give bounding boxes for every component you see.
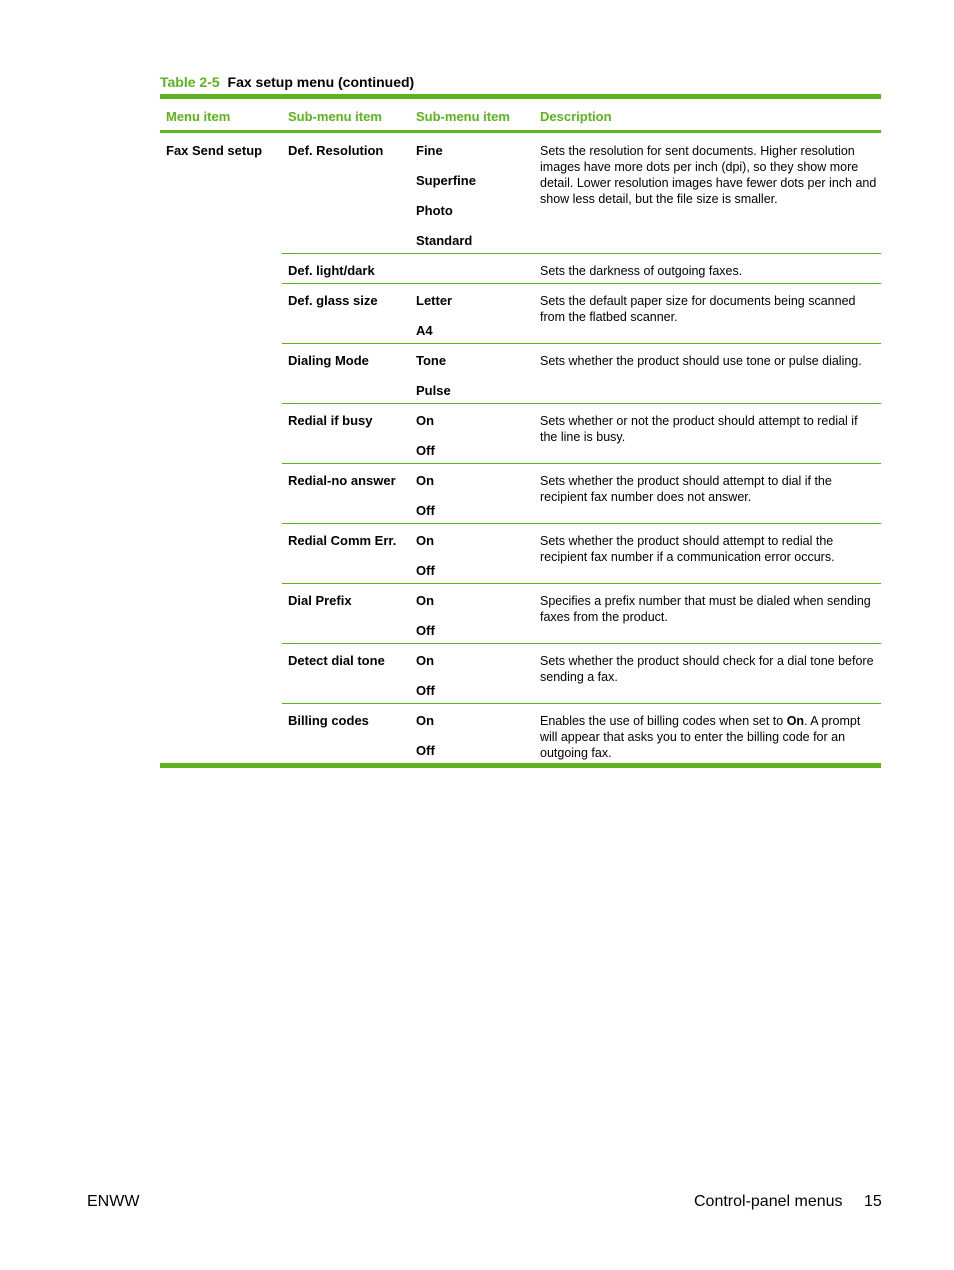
table-row — [160, 403, 881, 463]
options-cell — [416, 143, 476, 263]
table-body — [160, 133, 881, 763]
table-title: Fax setup menu (continued) — [227, 74, 415, 90]
fax-setup-table — [160, 94, 881, 768]
description-text: Enables the use of billing codes when set to — [540, 714, 787, 728]
sub-menu-item-cell: Redial if busy — [288, 413, 373, 428]
header-sub-menu-item-1: Sub-menu item — [288, 109, 382, 124]
sub-menu-item-cell: Redial-no answer — [288, 473, 396, 488]
option: On — [416, 533, 435, 548]
page-number: 15 — [864, 1193, 882, 1210]
footer-section: Control-panel menus — [694, 1193, 843, 1210]
table-row — [160, 583, 881, 643]
option: On — [416, 713, 435, 728]
description-cell: Sets whether the product should check for a dial tone before sending a fax. — [540, 654, 874, 684]
description-cell: Sets whether or not the product should attempt to redial if the line is busy. — [540, 414, 858, 444]
sub-menu-item-cell: Dialing Mode — [288, 353, 369, 368]
table-row — [160, 703, 881, 763]
option: On — [416, 473, 435, 488]
sub-menu-item-cell: Def. Resolution — [288, 143, 384, 158]
table-row — [160, 463, 881, 523]
sub-menu-item-cell: Billing codes — [288, 713, 369, 728]
option: Pulse — [416, 383, 451, 398]
description-cell: Sets the default paper size for documents being scanned from the flatbed scanner. — [540, 294, 856, 324]
description-cell: Sets whether the product should attempt to redial the recipient fax number if a communication error occurs. — [540, 534, 835, 564]
sub-menu-item-cell: Def. glass size — [288, 293, 378, 308]
table-header — [160, 99, 881, 133]
option: Photo — [416, 203, 453, 218]
option: Off — [416, 683, 435, 698]
sub-menu-item-cell: Redial Comm Err. — [288, 533, 397, 548]
option: On — [416, 593, 435, 608]
description-cell — [540, 713, 878, 761]
description-cell: Sets the resolution for sent documents. Higher resolution images have more dots per inch (dpi), so they show more detail. Lower resolution images have fewer dots per inch and show less detail, but the file size is smaller. — [540, 144, 877, 206]
option: On — [416, 653, 435, 668]
header-sub-menu-item-2: Sub-menu item — [416, 109, 510, 124]
footer-left: ENWW — [87, 1193, 140, 1210]
table-row — [160, 343, 881, 403]
header-menu-item: Menu item — [166, 109, 231, 124]
option: Letter — [416, 293, 453, 308]
option: Standard — [416, 233, 473, 248]
option: Tone — [416, 353, 447, 368]
description-text: . A prompt will appear that asks you to enter the billing code for an outgoing fax. — [540, 714, 861, 760]
description-cell: Sets whether the product should attempt to dial if the recipient fax number does not answer. — [540, 474, 832, 504]
description-cell: Sets the darkness of outgoing faxes. — [540, 264, 743, 278]
table-row — [160, 133, 881, 253]
table-row — [160, 643, 881, 703]
description-bold-on: On — [786, 714, 805, 728]
table-row — [160, 253, 881, 283]
table-caption — [160, 74, 414, 90]
header-description: Description — [540, 109, 612, 124]
option: Superfine — [416, 173, 476, 188]
option: Off — [416, 623, 435, 638]
table-number: Table 2-5 — [160, 74, 220, 90]
option: Off — [416, 563, 435, 578]
option: On — [416, 413, 435, 428]
table-row — [160, 523, 881, 583]
sub-menu-item-cell: Dial Prefix — [288, 593, 352, 608]
option: A4 — [416, 323, 433, 338]
description-cell: Sets whether the product should use tone or pulse dialing. — [540, 354, 862, 368]
sub-menu-item-cell: Def. light/dark — [288, 263, 375, 278]
sub-menu-item-cell: Detect dial tone — [288, 653, 385, 668]
description-cell: Specifies a prefix number that must be dialed when sending faxes from the product. — [540, 594, 871, 624]
option: Fine — [416, 143, 443, 158]
option: Off — [416, 503, 435, 518]
option: Off — [416, 443, 435, 458]
option: Off — [416, 743, 435, 758]
menu-item-cell: Fax Send setup — [166, 143, 263, 158]
table-row — [160, 283, 881, 343]
options-cell — [416, 713, 435, 773]
